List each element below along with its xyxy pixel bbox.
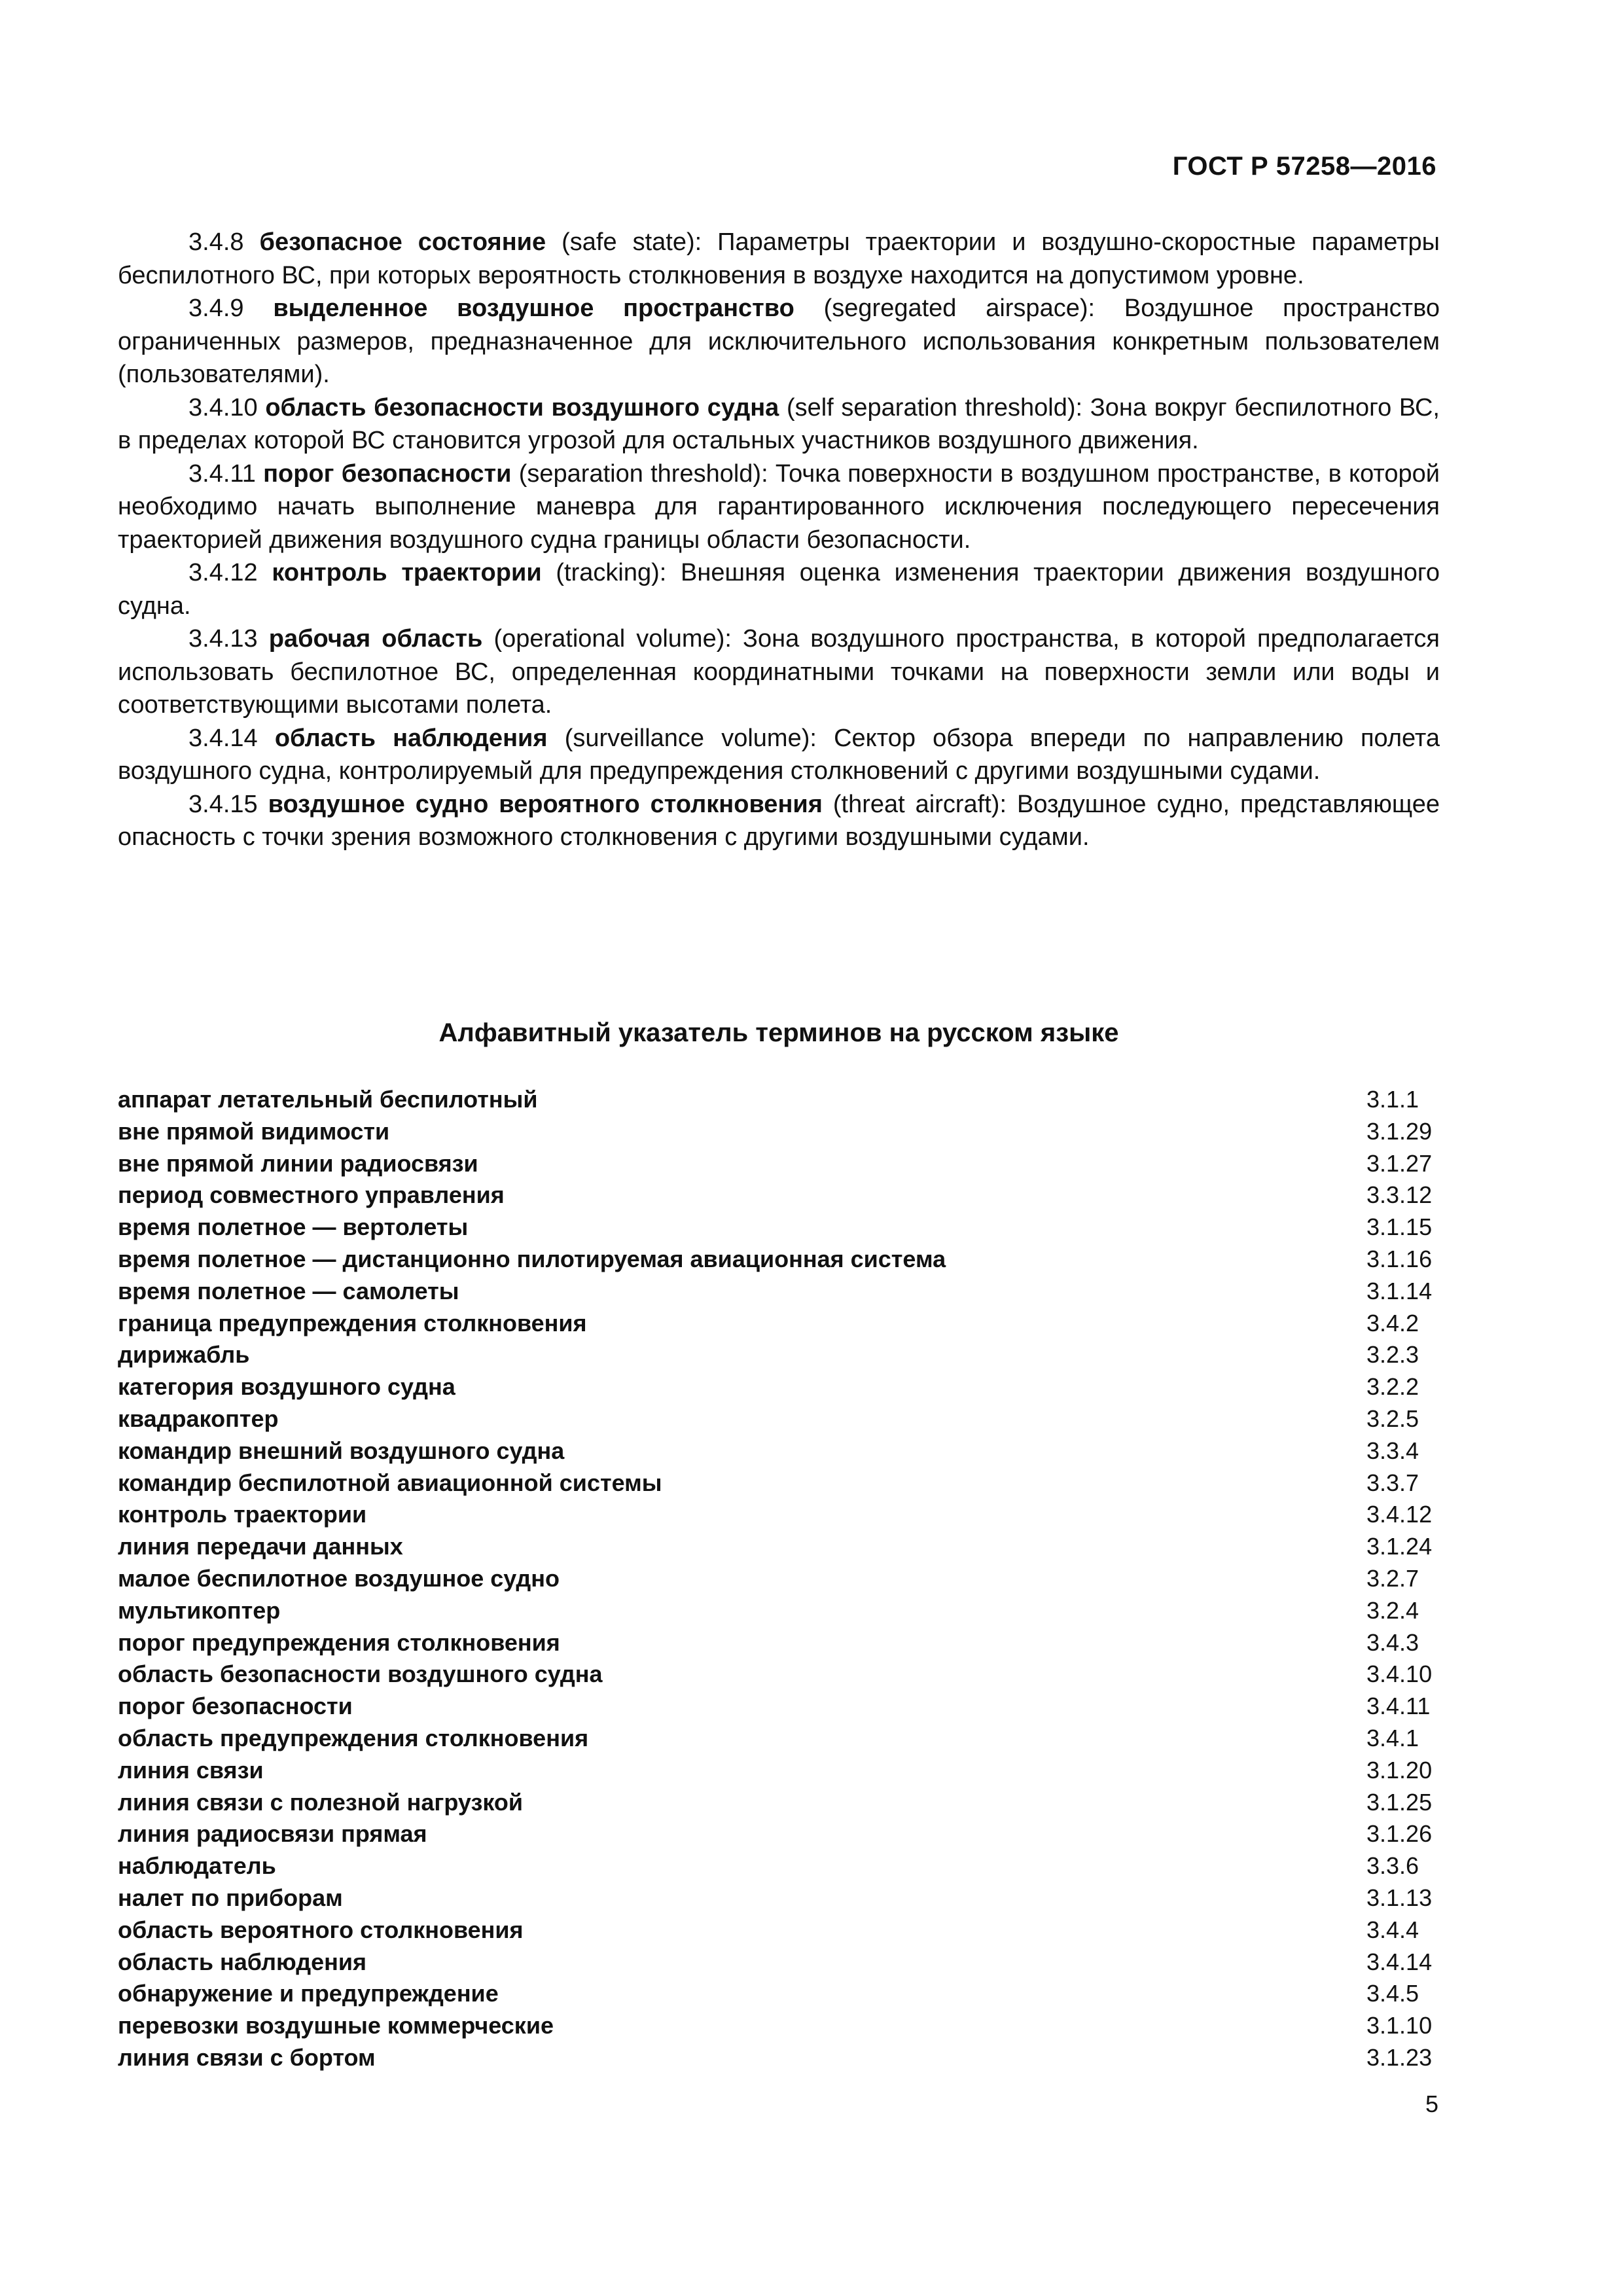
term-name: область безопасности воздушного судна bbox=[265, 393, 779, 422]
index-entry bbox=[118, 1563, 1440, 1595]
index-ref: 3.1.14 bbox=[1366, 1277, 1433, 1304]
term-definition: Сектор обзора впереди по направлению полета воздушного судна, контролируемый для предупреждения столкновений с другими воздушными судами. bbox=[118, 724, 1440, 785]
term-definition: Точка поверхности в воздушном пространстве, в которой необходимо начать выполнение маневра для гарантированного исключения последующего пересечения траекторией движения воздушного судна границы области безопасности. bbox=[118, 459, 1440, 554]
term-english: (self separation threshold): bbox=[786, 393, 1083, 422]
term-number: 3.4.12 bbox=[188, 559, 258, 586]
index-entry bbox=[118, 1723, 1440, 1755]
term-number: 3.4.15 bbox=[188, 790, 258, 818]
index-term: линия передачи данных bbox=[118, 1533, 403, 1560]
index-ref: 3.3.7 bbox=[1366, 1469, 1419, 1496]
index-entry bbox=[118, 1946, 1440, 1979]
index-term: малое беспилотное воздушное судно bbox=[118, 1564, 560, 1592]
term-english: (operational volume): bbox=[493, 625, 732, 653]
index-entry bbox=[118, 1818, 1440, 1850]
index-term: порог безопасности bbox=[118, 1693, 353, 1720]
term-number: 3.4.13 bbox=[188, 625, 258, 653]
term-number: 3.4.10 bbox=[188, 393, 258, 422]
index-term: вне прямой видимости bbox=[118, 1117, 390, 1145]
term-paragraph bbox=[118, 788, 1440, 854]
index-term: командир внешний воздушного судна bbox=[118, 1437, 565, 1464]
index-term: вне прямой линии радиосвязи bbox=[118, 1149, 478, 1177]
index-ref: 3.1.29 bbox=[1366, 1117, 1433, 1145]
index-entry bbox=[118, 1850, 1440, 1882]
index-ref: 3.1.24 bbox=[1366, 1533, 1433, 1560]
term-paragraph bbox=[118, 722, 1440, 788]
index-ref: 3.1.27 bbox=[1366, 1149, 1433, 1177]
index-ref: 3.4.10 bbox=[1366, 1660, 1433, 1688]
index-ref: 3.1.25 bbox=[1366, 1788, 1433, 1816]
index-term: наблюдатель bbox=[118, 1852, 276, 1880]
index-entry bbox=[118, 1691, 1440, 1723]
term-english: (separation threshold): bbox=[518, 459, 768, 488]
index-ref: 3.1.15 bbox=[1366, 1213, 1433, 1241]
index-entry bbox=[118, 1787, 1440, 1819]
term-name: выделенное воздушное пространство bbox=[273, 295, 794, 322]
term-english: (surveillance volume): bbox=[564, 724, 817, 752]
index-term: командир беспилотной авиационной системы bbox=[118, 1469, 662, 1496]
term-paragraph bbox=[118, 391, 1440, 457]
index-entry bbox=[118, 1211, 1440, 1244]
index-entry bbox=[118, 1339, 1440, 1371]
term-paragraph bbox=[118, 556, 1440, 622]
index-entry bbox=[118, 1595, 1440, 1627]
index-term: линия связи с бортом bbox=[118, 2043, 376, 2071]
index-term: область безопасности воздушного судна bbox=[118, 1660, 603, 1688]
index-entry bbox=[118, 1084, 1440, 1116]
index-term: налет по приборам bbox=[118, 1884, 343, 1911]
term-definition: Внешняя оценка изменения траектории движения воздушного судна. bbox=[118, 559, 1440, 620]
index-term: порог предупреждения столкновения bbox=[118, 1628, 560, 1656]
index-ref: 3.1.20 bbox=[1366, 1756, 1433, 1784]
index-term: перевозки воздушные коммерческие bbox=[118, 2012, 554, 2039]
index-entry bbox=[118, 2010, 1440, 2042]
index-entry bbox=[118, 1371, 1440, 1403]
term-name: контроль траектории bbox=[272, 559, 542, 586]
index-ref: 3.4.3 bbox=[1366, 1628, 1419, 1656]
index-ref: 3.4.1 bbox=[1366, 1724, 1419, 1751]
index-ref: 3.1.10 bbox=[1366, 2012, 1433, 2039]
index-ref: 3.2.4 bbox=[1366, 1596, 1419, 1624]
index-term: время полетное — самолеты bbox=[118, 1277, 459, 1304]
index-term: время полетное — дистанционно пилотируемая авиационная система bbox=[118, 1245, 946, 1272]
term-name: область наблюдения bbox=[274, 724, 548, 752]
term-name: воздушное судно вероятного столкновения bbox=[268, 790, 823, 818]
index-entry bbox=[118, 2042, 1440, 2074]
index-ref: 3.4.5 bbox=[1366, 1980, 1419, 2007]
index-entry bbox=[118, 1914, 1440, 1946]
standard-code-header: ГОСТ Р 57258—2016 bbox=[1172, 152, 1436, 181]
term-definition: Воздушное пространство ограниченных размеров, предназначенное для исключительного использования конкретным пользователем (пользователями). bbox=[118, 295, 1440, 388]
index-term: мультикоптер bbox=[118, 1596, 281, 1624]
index-ref: 3.2.5 bbox=[1366, 1405, 1419, 1432]
index-entry bbox=[118, 1659, 1440, 1691]
index-term: область вероятного столкновения bbox=[118, 1916, 524, 1943]
index-entry bbox=[118, 1755, 1440, 1787]
term-definition: Воздушное судно, представляющее опасность с точки зрения возможного столкновения с другими воздушными судами. bbox=[118, 790, 1440, 851]
index-entry bbox=[118, 1531, 1440, 1563]
index-term: категория воздушного судна bbox=[118, 1373, 455, 1401]
index-entry bbox=[118, 1116, 1440, 1148]
term-definition: Параметры траектории и воздушно-скоростные параметры беспилотного ВС, при которых вероятность столкновения в воздухе находится на допустимом уровне. bbox=[118, 228, 1440, 289]
term-paragraph bbox=[118, 622, 1440, 722]
index-term: линия радиосвязи прямая bbox=[118, 1820, 427, 1848]
index-term: контроль траектории bbox=[118, 1501, 367, 1528]
index-ref: 3.2.7 bbox=[1366, 1564, 1419, 1592]
index-entry bbox=[118, 1244, 1440, 1276]
index-term: квадракоптер bbox=[118, 1405, 279, 1432]
index-term: область предупреждения столкновения bbox=[118, 1724, 589, 1751]
index-ref: 3.4.14 bbox=[1366, 1948, 1433, 1975]
terms-section bbox=[118, 226, 1440, 854]
index-entry bbox=[118, 1308, 1440, 1340]
index-title: Алфавитный указатель терминов на русском языке bbox=[438, 1018, 1119, 1047]
index-term: период совместного управления bbox=[118, 1181, 505, 1209]
term-number: 3.4.14 bbox=[188, 724, 258, 752]
term-english: (tracking): bbox=[556, 559, 667, 586]
index-entry bbox=[118, 1627, 1440, 1659]
index-ref: 3.1.13 bbox=[1366, 1884, 1433, 1911]
index-ref: 3.4.12 bbox=[1366, 1501, 1433, 1528]
index-ref: 3.1.23 bbox=[1366, 2043, 1433, 2071]
index-term: дирижабль bbox=[118, 1341, 250, 1369]
term-paragraph bbox=[118, 292, 1440, 391]
index-term: линия связи с полезной нагрузкой bbox=[118, 1788, 524, 1816]
index-ref: 3.4.4 bbox=[1366, 1916, 1419, 1943]
term-english: (segregated airspace): bbox=[823, 295, 1096, 322]
term-number: 3.4.9 bbox=[188, 295, 244, 322]
index-ref: 3.2.3 bbox=[1366, 1341, 1419, 1369]
index-ref: 3.3.6 bbox=[1366, 1852, 1419, 1880]
index-ref: 3.3.12 bbox=[1366, 1181, 1433, 1209]
page-number: 5 bbox=[1425, 2090, 1438, 2117]
index-ref: 3.4.11 bbox=[1366, 1693, 1431, 1720]
index-entry bbox=[118, 1499, 1440, 1531]
index-term: граница предупреждения столкновения bbox=[118, 1309, 587, 1336]
index-term: аппарат летательный беспилотный bbox=[118, 1086, 538, 1113]
term-number: 3.4.11 bbox=[188, 459, 256, 488]
index-ref: 3.2.2 bbox=[1366, 1373, 1419, 1401]
index-term: обнаружение и предупреждение bbox=[118, 1980, 499, 2007]
term-paragraph bbox=[118, 226, 1440, 292]
index-entry bbox=[118, 1467, 1440, 1499]
term-definition: Зона вокруг беспилотного ВС, в пределах которой ВС становится угрозой для остальных участников воздушного движения. bbox=[118, 393, 1440, 454]
index-entry bbox=[118, 1435, 1440, 1467]
term-definition: Зона воздушного пространства, в которой предполагается использовать беспилотное ВС, определенная координатными точками на поверхности земли или воды и соответствующими высотами полета. bbox=[118, 625, 1440, 719]
index-ref: 3.1.16 bbox=[1366, 1245, 1433, 1272]
term-name: рабочая область bbox=[268, 625, 483, 653]
index-list bbox=[118, 1084, 1440, 2074]
index-ref: 3.4.2 bbox=[1366, 1309, 1419, 1336]
index-entry bbox=[118, 1179, 1440, 1211]
term-english: (safe state): bbox=[562, 228, 702, 256]
index-term: область наблюдения bbox=[118, 1948, 367, 1975]
index-term: время полетное — вертолеты bbox=[118, 1213, 469, 1241]
index-entry bbox=[118, 1403, 1440, 1435]
index-ref: 3.3.4 bbox=[1366, 1437, 1419, 1464]
index-ref: 3.1.1 bbox=[1366, 1086, 1419, 1113]
term-name: порог безопасности bbox=[263, 459, 512, 488]
index-entry bbox=[118, 1978, 1440, 2010]
term-name: безопасное состояние bbox=[259, 228, 546, 256]
term-paragraph bbox=[118, 457, 1440, 557]
index-entry bbox=[118, 1148, 1440, 1180]
term-number: 3.4.8 bbox=[188, 228, 244, 256]
index-entry bbox=[118, 1882, 1440, 1914]
term-english: (threat aircraft): bbox=[832, 790, 1007, 818]
index-entry bbox=[118, 1276, 1440, 1308]
index-term: линия связи bbox=[118, 1756, 264, 1784]
index-ref: 3.1.26 bbox=[1366, 1820, 1433, 1848]
